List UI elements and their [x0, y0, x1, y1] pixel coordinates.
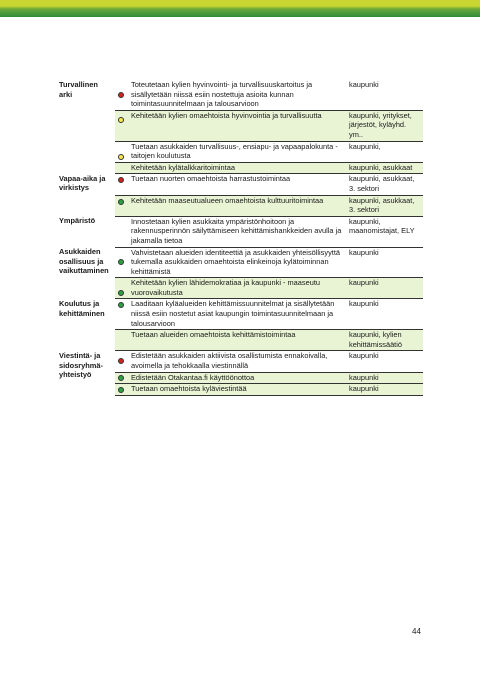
table-row — [57, 351, 423, 372]
table-row — [57, 247, 423, 278]
table-row — [57, 174, 423, 195]
table-row — [57, 80, 423, 110]
status-cell — [115, 330, 129, 351]
status-cell — [115, 372, 129, 384]
category-label: Turvallinen arki — [59, 80, 98, 99]
responsible-text: kaupunki — [347, 351, 423, 372]
responsible-text: kaupunki, maanomistajat, ELY — [347, 216, 423, 247]
status-cell — [115, 110, 129, 141]
status-cell — [115, 162, 129, 174]
category-label: Viestintä- ja sidosryhmä-yhteistyö — [59, 350, 103, 380]
action-text: Tuetaan nuorten omaehtoista harrastustoimintaa — [129, 174, 347, 195]
action-text: Tuetaan asukkaiden turvallisuus-, ensiapu- ja vapaapalokunta -taitojen koulutusta — [129, 141, 347, 162]
status-dot-green — [118, 259, 124, 265]
status-cell — [115, 278, 129, 299]
status-cell — [115, 195, 129, 216]
status-dot-red — [118, 358, 124, 364]
responsible-text: kaupunki — [347, 80, 423, 110]
status-dot-green — [118, 290, 124, 296]
action-text: Vahvistetaan alueiden identiteettiä ja asukkaiden yhteisöllisyyttä tukemalla asukkaiden omaehtoista elinkeinoja kylätoiminnan kehittämistä — [129, 247, 347, 278]
action-text: Kehitetään kylien lähidemokratiaa ja kaupunki - maaseutu vuorovaikutusta — [129, 278, 347, 299]
status-cell — [115, 141, 129, 162]
status-dot-yellow — [118, 154, 124, 160]
action-text: Laaditaan kyläalueiden kehittämissuunnitelmat ja sisällytetään niissä esiin nostetut asiat kaupungin toimintasuunnitelmaan ja talousarvioon — [129, 299, 347, 330]
status-cell — [115, 384, 129, 396]
action-text: Innostetaan kylien asukkaita ympäristönhoitoon ja rakennusperinnön säilyttämiseen kehittämishankkeiden avulla ja jakamalla tietoa — [129, 216, 347, 247]
page-number: 44 — [412, 627, 421, 636]
action-text: Tuetaan alueiden omaehtoista kehittämistoimintaa — [129, 330, 347, 351]
table-row — [57, 299, 423, 330]
responsible-text: kaupunki, kylien kehittämissäätiö — [347, 330, 423, 351]
status-dot-red — [118, 177, 124, 183]
status-cell — [115, 247, 129, 278]
status-dot-green — [118, 387, 124, 393]
status-cell — [115, 80, 129, 110]
status-dot-yellow — [118, 117, 124, 123]
status-cell — [115, 299, 129, 330]
status-dot-green — [118, 302, 124, 308]
action-text: Edistetään Otakantaa.fi käyttöönottoa — [129, 372, 347, 384]
action-text: Kehitetään kylätalkkaritoimintaa — [129, 162, 347, 174]
action-text: Edistetään asukkaiden aktiivista osallistumista ennakoivalla, avoimella ja tehokkaalla viestinnällä — [129, 351, 347, 372]
status-dot-green — [118, 375, 124, 381]
responsible-text: kaupunki, yritykset, järjestöt, kyläyhd. ym.. — [347, 110, 423, 141]
responsible-text: kaupunki — [347, 372, 423, 384]
status-dot-red — [118, 92, 124, 98]
responsible-text: kaupunki — [347, 384, 423, 396]
category-label: Koulutus ja kehittäminen — [59, 298, 105, 318]
action-text: Tuetaan omaehtoista kyläviestintää — [129, 384, 347, 396]
action-text: Kehitetään kylien omaehtoista hyvinvointia ja turvallisuutta — [129, 110, 347, 141]
category-label: Asukkaiden osallisuus ja vaikuttaminen — [59, 247, 109, 276]
responsible-text: kaupunki, — [347, 141, 423, 162]
status-cell — [115, 216, 129, 247]
status-cell — [115, 351, 129, 372]
category-label: Ympäristö — [59, 216, 96, 226]
category-label: Vapaa-aika ja virkistys — [59, 173, 106, 193]
responsible-text: kaupunki — [347, 247, 423, 278]
responsible-text: kaupunki — [347, 278, 423, 299]
responsible-text: kaupunki — [347, 299, 423, 330]
responsible-text: kaupunki, asukkaat, 3. sektori — [347, 174, 423, 195]
status-dot-green — [118, 199, 124, 205]
header-color-band — [0, 0, 480, 17]
action-text: Toteutetaan kylien hyvinvointi- ja turvallisuuskartoitus ja sisällytetään niissä esiin nostettuja asioita kunnan toimintasuunnitelmaan ja talousarvioon — [129, 80, 347, 110]
action-text: Kehitetään maaseutualueen omaehtoista kulttuuritoimintaa — [129, 195, 347, 216]
action-plan-table — [57, 80, 423, 396]
responsible-text: kaupunki, asukkaat, 3. sektori — [347, 195, 423, 216]
status-cell — [115, 174, 129, 195]
responsible-text: kaupunki, asukkaat — [347, 162, 423, 174]
table-row — [57, 216, 423, 247]
